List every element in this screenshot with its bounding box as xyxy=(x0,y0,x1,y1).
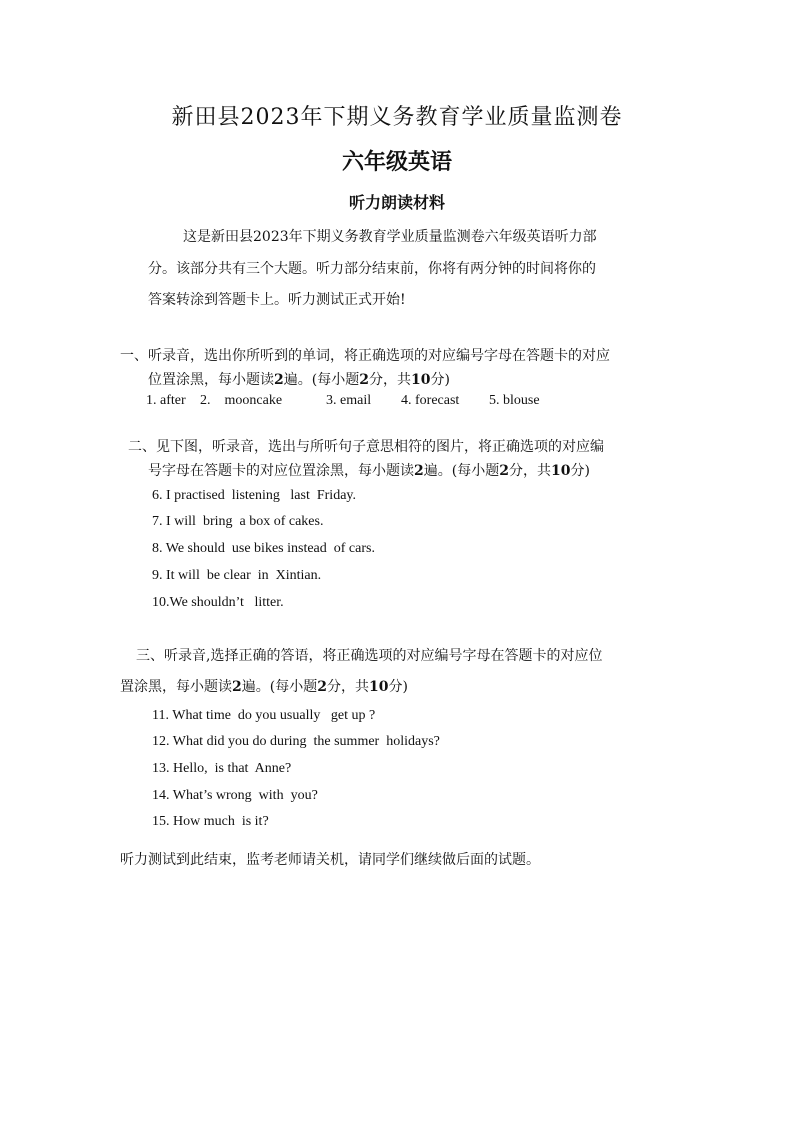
exam-title: 新田县2023年下期义务教育学业质量监测卷 xyxy=(171,105,623,130)
list-item: 15. How much is it? xyxy=(152,814,269,829)
list-item: 13. Hello, is that Anne? xyxy=(152,761,292,776)
list-item: 6. I practised listening last Friday. xyxy=(152,488,356,503)
list-item: 9. It will be clear in Xintian. xyxy=(152,568,322,583)
list-item: 7. I will bring a box of cakes. xyxy=(152,514,324,529)
list-item: 8. We should use bikes instead of cars. xyxy=(152,541,375,556)
word-item: 2. mooncake xyxy=(200,393,283,408)
word-item: 4. forecast xyxy=(401,393,460,408)
closing-text: 听力测试到此结束，监考老师请关机，请同学们继续做后面的试题。 xyxy=(120,852,540,868)
list-item: 11. What time do you usually get up ? xyxy=(152,708,376,723)
word-item: 5. blouse xyxy=(489,393,540,408)
part3-instruction-line-2: 置涂黑，每小题读2遍。(每小题2分，共10分) xyxy=(120,679,408,695)
word-item: 1. after xyxy=(146,393,186,408)
list-item: 14. What’s wrong with you? xyxy=(152,788,318,803)
intro-line-2: 分。该部分共有三个大题。听力部分结束前，你将有两分钟的时间将你的 xyxy=(148,261,596,277)
part2-instruction-line-2: 号字母在答题卡的对应位置涂黑，每小题读2遍。(每小题2分，共10分) xyxy=(148,463,590,479)
part3-instruction-line-1: 三、听录音,选择正确的答语，将正确选项的对应编号字母在答题卡的对应位 xyxy=(136,648,603,664)
list-item: 10.We shouldn’t litter. xyxy=(152,595,284,610)
intro-line-1: 这是新田县2023年下期义务教育学业质量监测卷六年级英语听力部 xyxy=(183,229,597,245)
part1-instruction-line-1: 一、听录音，选出你所听到的单词，将正确选项的对应编号字母在答题卡的对应 xyxy=(120,348,610,364)
word-item: 3. email xyxy=(326,393,372,408)
part1-instruction-line-2: 位置涂黑，每小题读2遍。(每小题2分，共10分) xyxy=(148,372,450,388)
part1-word-list xyxy=(146,393,540,409)
part2-instruction-line-1: 二、见下图，听录音，选出与所听句子意思相符的图片，将正确选项的对应编 xyxy=(128,439,604,455)
list-item: 12. What did you do during the summer holidays? xyxy=(152,734,440,749)
exam-subtitle: 六年级英语 xyxy=(341,149,452,175)
section-title: 听力朗读材料 xyxy=(348,193,445,212)
intro-line-3: 答案转涂到答题卡上。听力测试正式开始! xyxy=(148,292,406,308)
